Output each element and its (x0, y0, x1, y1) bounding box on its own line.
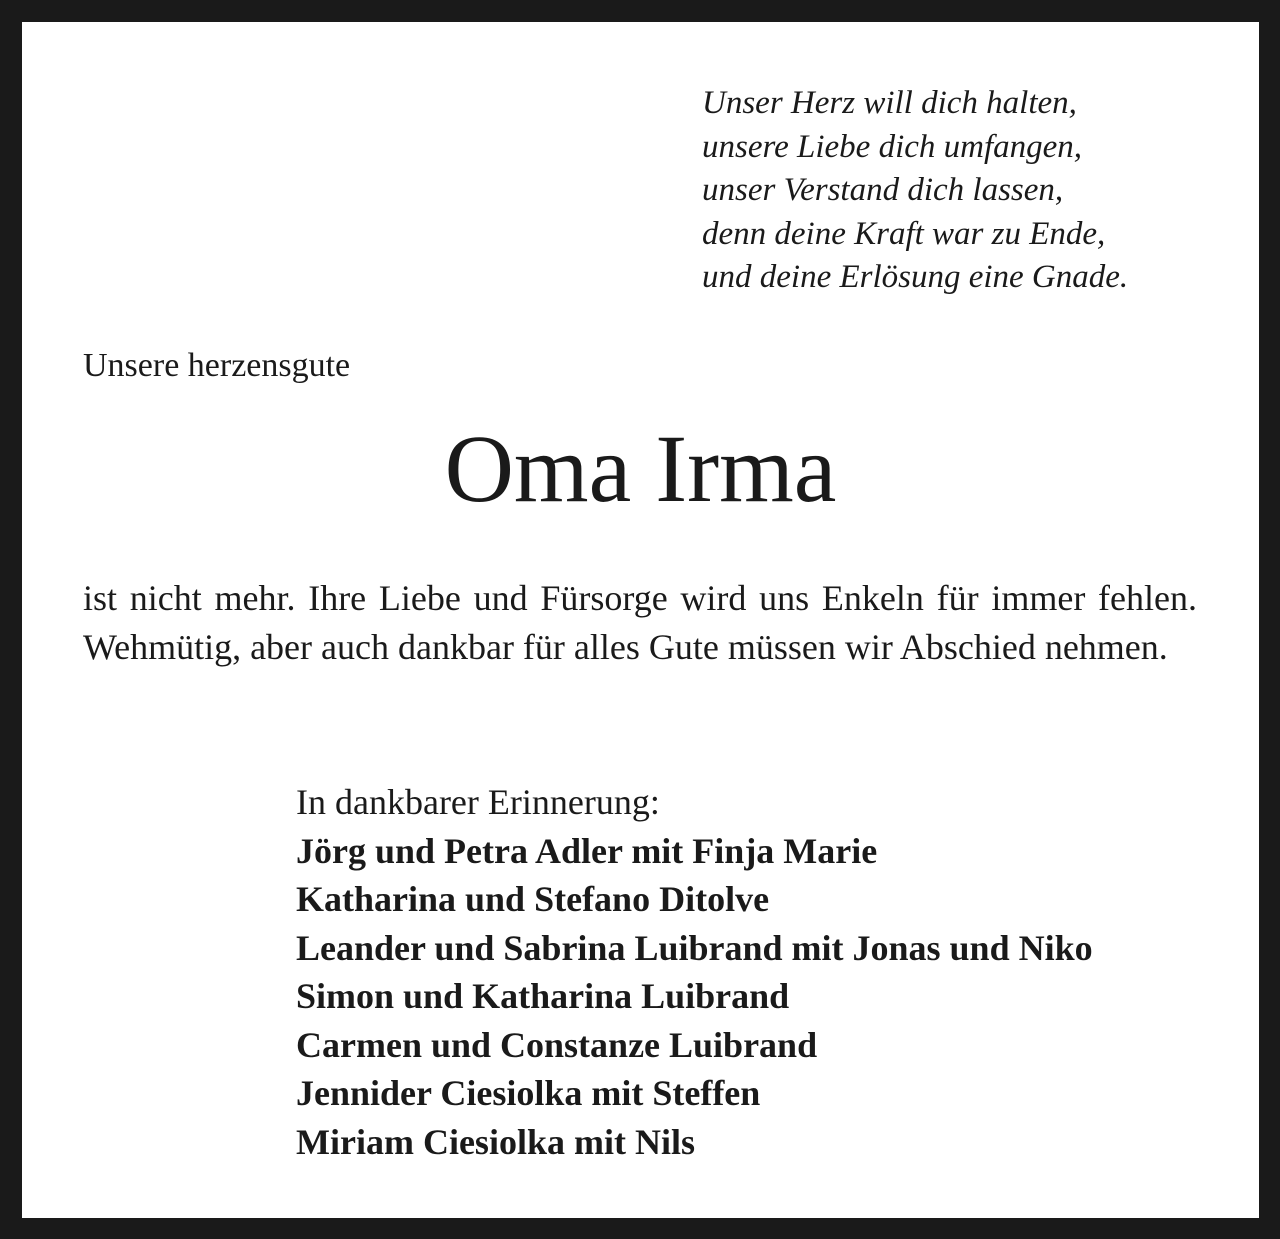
signer-name: Jörg und Petra Adler mit Finja Marie (296, 830, 878, 871)
poem-line: und deine Erlösung eine Gnade. (702, 259, 1129, 295)
poem-line: unsere Liebe dich umfangen, (702, 128, 1083, 165)
poem-line: unser Verstand dich lassen, (702, 172, 1064, 208)
signer-name: Katharina und Stefano Ditolve (296, 879, 770, 919)
deceased-name: Oma Irma (444, 415, 837, 522)
poem-line: denn deine Kraft war zu Ende, (702, 215, 1106, 252)
poem (702, 82, 1128, 300)
signer-name: Simon und Katharina Luibrand (296, 976, 790, 1016)
signer-name: Leander und Sabrina Luibrand mit Jonas und Niko (296, 927, 1093, 968)
obituary-notice (22, 22, 1259, 1218)
signers-heading: In dankbarer Erinnerung: (296, 782, 660, 822)
poem-line: Unser Herz will dich halten, (702, 85, 1077, 121)
body-text: ist nicht mehr. Ihre Liebe und Fürsorge wird uns Enkeln für immer fehlen. Wehmütig, aber auch dankbar für alles Gute müssen wir Abschied nehmen. (83, 578, 1197, 667)
signer-name: Carmen und Constanze Luibrand (296, 1024, 818, 1065)
intro-text: Unsere herzensgute (83, 347, 351, 384)
signer-name: Jennider Ciesiolka mit Steffen (296, 1073, 761, 1113)
signers-block (296, 778, 1093, 1166)
signer-name: Miriam Ciesiolka mit Nils (296, 1121, 695, 1162)
